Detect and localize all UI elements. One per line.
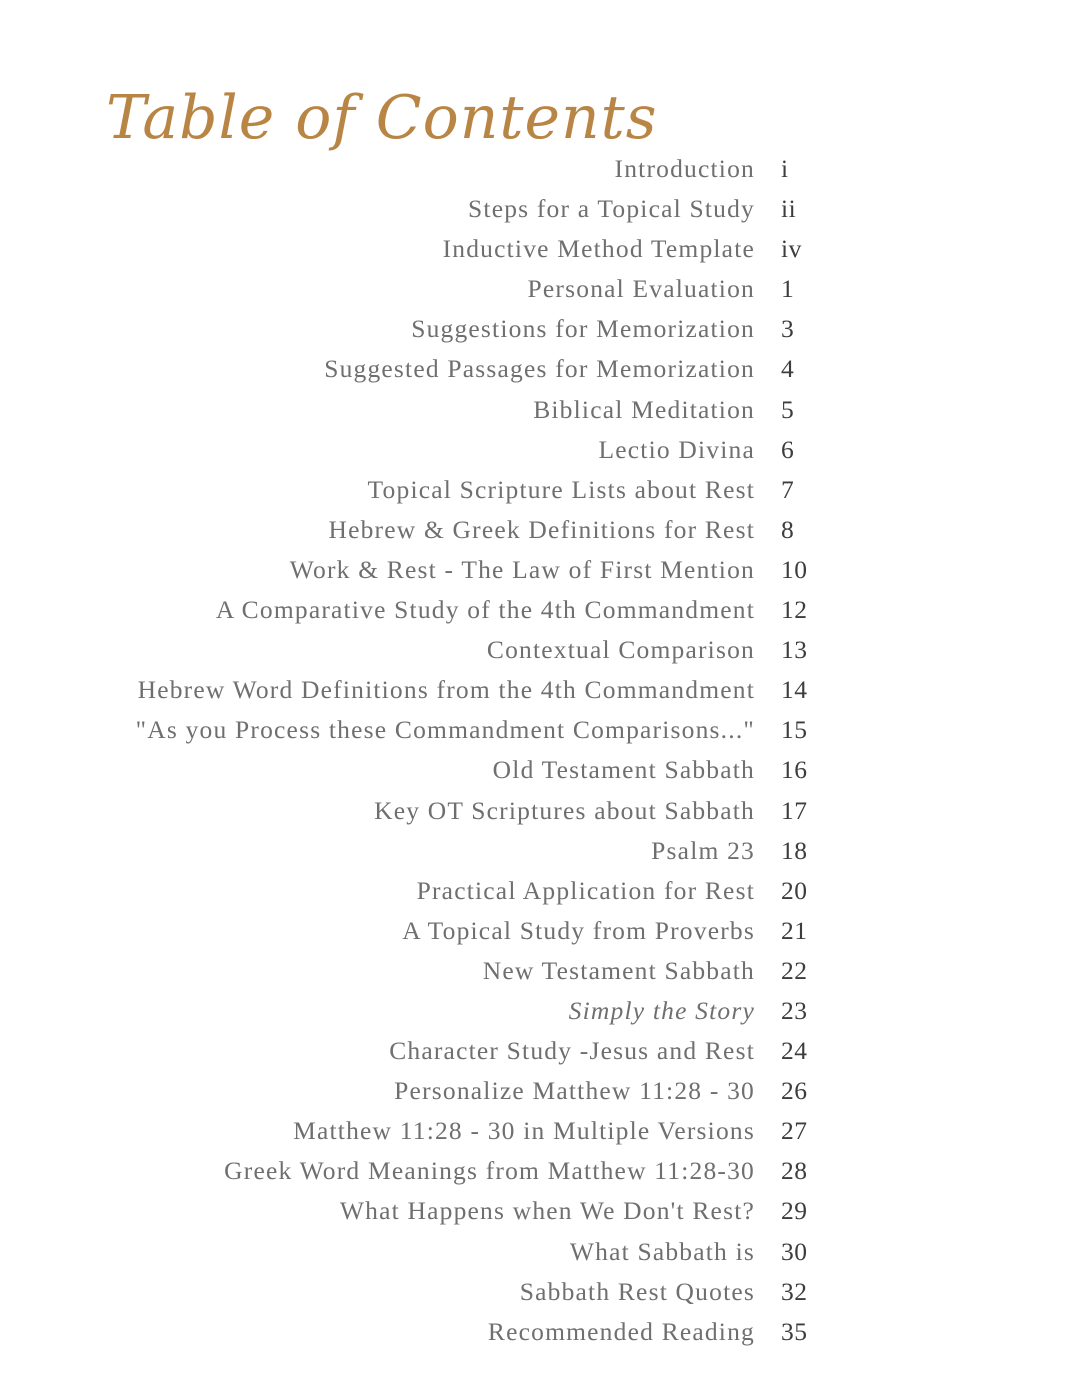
toc-entry-title: A Comparative Study of the 4th Commandment [215,595,755,625]
toc-page-number: 4 [781,354,795,384]
toc-entry-title: New Testament Sabbath [482,955,755,985]
toc-row [0,711,1081,751]
toc-entry-title: Biblical Meditation [533,394,755,424]
toc-row [0,471,1081,511]
toc-entry-title: Suggestions for Memorization [411,314,755,344]
toc-entry-title: Sabbath Rest Quotes [519,1276,755,1306]
toc-entry-title: What Sabbath is [569,1236,755,1266]
toc-entry-title: Matthew 11:28 - 30 in Multiple Versions [293,1116,755,1146]
toc-row [0,832,1081,872]
toc-page-number: 26 [781,1076,808,1106]
toc-page-number: 7 [781,474,795,504]
toc-page-number: 1 [781,274,795,304]
toc-page-number: 13 [781,635,808,665]
toc-page-number: i [781,154,789,183]
toc-page-number: 17 [781,795,808,825]
toc-page-number: iv [781,234,802,264]
toc-page-number: 28 [781,1156,808,1186]
toc-page-number: 12 [781,595,808,625]
toc-entry-title: Hebrew & Greek Definitions for Rest [328,514,755,544]
toc-entry-title: Personal Evaluation [527,274,755,304]
page-title: Table of Contents [106,83,658,153]
toc-page-number: 3 [781,314,795,344]
toc-page-number: 6 [781,434,795,464]
toc-entry-title: Personalize Matthew 11:28 - 30 [394,1076,755,1106]
toc-page-number: 20 [781,875,808,905]
toc-row [0,150,1081,190]
toc-row [0,1233,1081,1273]
toc-row [0,591,1081,631]
toc-page-number: 5 [781,394,795,424]
toc-row [0,350,1081,390]
toc-entry-title: Key OT Scriptures about Sabbath [374,795,755,825]
toc-row [0,511,1081,551]
toc-entry-title: What Happens when We Don't Rest? [339,1196,755,1226]
toc-row [0,751,1081,791]
toc-row [0,631,1081,671]
toc-row [0,230,1081,270]
toc-entry-title: Recommended Reading [487,1316,755,1346]
toc-row [0,551,1081,591]
toc-entry-title: Topical Scripture Lists about Rest [367,474,755,504]
toc-entry-title: Psalm 23 [651,835,755,865]
toc-page-number: 27 [781,1116,808,1146]
toc-entry-title: Inductive Method Template [442,234,755,264]
toc-row [0,1192,1081,1232]
toc-row [0,952,1081,992]
toc-page-number: 16 [781,755,808,785]
toc-entry-title: A Topical Study from Proverbs [402,915,755,945]
toc-entry-title: Contextual Comparison [486,635,755,665]
toc-row [0,872,1081,912]
toc-page-number: 21 [781,915,808,945]
toc-page-number: 30 [781,1236,808,1266]
toc-page-number: 29 [781,1196,808,1226]
toc-entry-title: Greek Word Meanings from Matthew 11:28-30 [224,1156,755,1186]
toc-page-number: 15 [781,715,808,745]
toc-row [0,912,1081,952]
toc-row [0,1112,1081,1152]
toc-page-number: 10 [781,554,808,584]
toc-page-number: 35 [781,1316,808,1346]
table-of-contents-list [0,150,1081,1353]
toc-row [0,391,1081,431]
toc-row [0,1273,1081,1313]
toc-row [0,792,1081,832]
toc-entry-title: Suggested Passages for Memorization [324,354,755,384]
toc-entry-title: Lectio Divina [598,434,755,464]
toc-row [0,992,1081,1032]
toc-row [0,431,1081,471]
toc-page-number: 8 [781,514,795,544]
toc-page-number: ii [781,194,797,224]
toc-entry-title: "As you Process these Commandment Comparisons..." [135,715,755,745]
toc-row [0,190,1081,230]
toc-page-number: 32 [781,1276,808,1306]
toc-row [0,671,1081,711]
toc-entry-title: Steps for a Topical Study [468,194,755,224]
toc-row [0,270,1081,310]
toc-entry-title: Simply the Story [568,995,755,1025]
toc-row [0,1072,1081,1112]
toc-entry-title: Hebrew Word Definitions from the 4th Commandment [137,675,755,705]
toc-entry-title: Character Study -Jesus and Rest [389,1036,755,1066]
toc-entry-title: Introduction [614,154,755,183]
toc-row [0,310,1081,350]
toc-row [0,1313,1081,1353]
toc-page-number: 14 [781,675,808,705]
toc-entry-title: Practical Application for Rest [416,875,755,905]
toc-page-number: 24 [781,1036,808,1066]
toc-row [0,1152,1081,1192]
toc-page-number: 23 [781,995,808,1025]
toc-row [0,1032,1081,1072]
toc-entry-title: Work & Rest - The Law of First Mention [289,554,755,584]
toc-entry-title: Old Testament Sabbath [492,755,755,785]
toc-page-number: 22 [781,955,808,985]
toc-page-number: 18 [781,835,808,865]
